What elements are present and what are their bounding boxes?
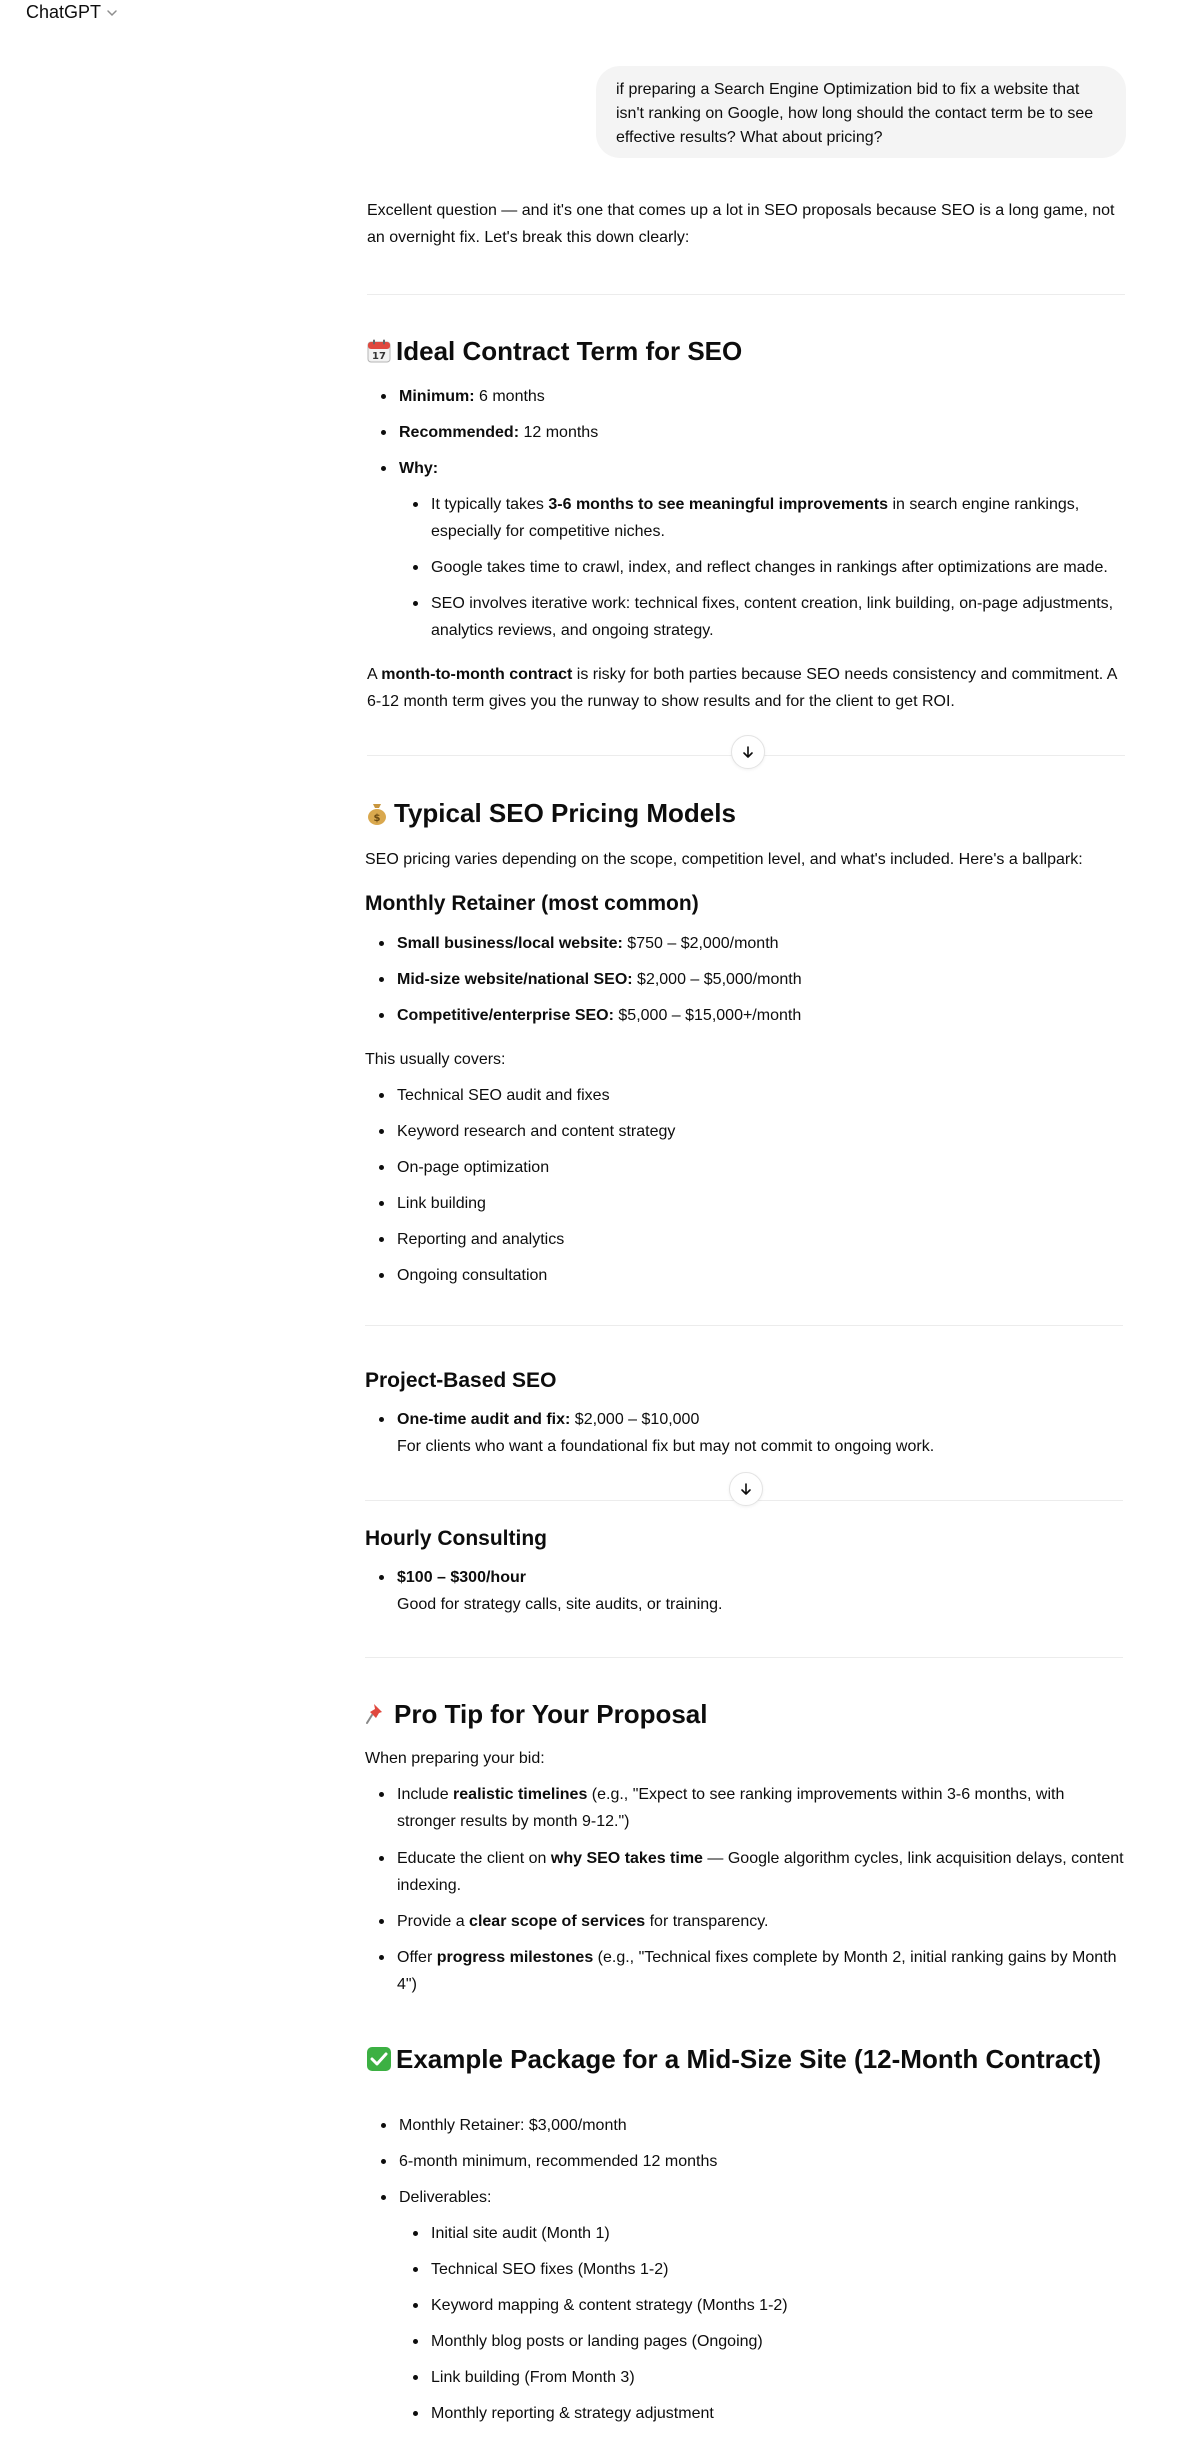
check-mark-icon [366, 2046, 392, 2072]
svg-text:$: $ [373, 813, 381, 824]
arrow-down-icon [738, 1481, 754, 1497]
arrow-down-icon [740, 744, 756, 760]
section-title: Example Package for a Mid-Size Site (12-Month Contract) [396, 2044, 1102, 2074]
list-item: Reporting and analytics [397, 1226, 564, 1253]
list-item: Link building (From Month 3) [431, 2364, 635, 2391]
list-item: Recommended: 12 months [399, 419, 598, 446]
scroll-down-button[interactable] [729, 1472, 763, 1506]
divider [367, 294, 1125, 295]
divider [365, 1325, 1123, 1326]
section-title: Ideal Contract Term for SEO [396, 336, 743, 366]
money-bag-icon [364, 800, 390, 826]
section-heading-pricing [364, 796, 736, 830]
section-heading-protip [364, 1697, 708, 1731]
list-item: Offer progress milestones (e.g., "Technical fixes complete by Month 2, initial ranking gains by Month 4") [397, 1944, 1137, 1998]
pricing-intro: SEO pricing varies depending on the scope, competition level, and what's included. Here's a ballpark: [365, 851, 1083, 868]
list-item: Provide a clear scope of services for transparency. [397, 1908, 1137, 1935]
hourly-heading: Hourly Consulting [365, 1527, 547, 1550]
list-item: Why: [399, 455, 438, 482]
svg-text:17: 17 [372, 351, 386, 362]
model-selector[interactable] [26, 2, 119, 23]
list-item: Monthly reporting & strategy adjustment [431, 2400, 714, 2427]
list-item: $100 – $300/hour Good for strategy calls, site audits, or training. [397, 1564, 1117, 1618]
list-item: Monthly blog posts or landing pages (Ongoing) [431, 2328, 763, 2355]
scroll-down-button[interactable] [731, 735, 765, 769]
pushpin-icon [364, 1701, 390, 1727]
list-item: Keyword research and content strategy [397, 1118, 675, 1145]
section-title: Typical SEO Pricing Models [394, 798, 736, 828]
calendar-icon [366, 338, 392, 364]
list-item: Small business/local website: $750 – $2,000/month [397, 930, 779, 957]
list-item: Monthly Retainer: $3,000/month [399, 2112, 627, 2139]
divider [365, 1657, 1123, 1658]
assistant-intro: Excellent question — and it's one that comes up a lot in SEO proposals because SEO is a long game, not an overnight fix. Let's break this down clearly: [367, 202, 1115, 246]
contract-note: A month-to-month contract is risky for both parties because SEO needs consistency and commitment. A 6-12 month term gives you the runway to show results and for the client to get ROI. [367, 666, 1118, 710]
list-item: Google takes time to crawl, index, and reflect changes in rankings after optimizations are made. [431, 554, 1151, 581]
list-item: It typically takes 3-6 months to see meaningful improvements in search engine rankings, especially for competitive niches. [431, 491, 1131, 545]
section-title: Pro Tip for Your Proposal [394, 1699, 708, 1729]
model-name: ChatGPT [26, 2, 102, 22]
list-item: Initial site audit (Month 1) [431, 2220, 610, 2247]
list-item: Link building [397, 1190, 486, 1217]
list-item: Technical SEO fixes (Months 1-2) [431, 2256, 668, 2283]
section-heading-example [366, 2042, 1101, 2076]
list-item: Minimum: 6 months [399, 383, 545, 410]
covers-label: This usually covers: [365, 1051, 506, 1068]
list-item: One-time audit and fix: $2,000 – $10,000 For clients who want a foundational fix but may not commit to ongoing work. [397, 1406, 1117, 1460]
list-item: Mid-size website/national SEO: $2,000 – $5,000/month [397, 966, 802, 993]
list-item: Competitive/enterprise SEO: $5,000 – $15,000+/month [397, 1002, 801, 1029]
retainer-heading: Monthly Retainer (most common) [365, 892, 699, 915]
list-item: Educate the client on why SEO takes time — Google algorithm cycles, link acquisition delays, content indexing. [397, 1845, 1137, 1899]
chevron-down-icon [105, 6, 119, 20]
list-item: On-page optimization [397, 1154, 549, 1181]
list-item: SEO involves iterative work: technical fixes, content creation, link building, on-page adjustments, analytics reviews, and ongoing strategy. [431, 590, 1151, 644]
user-message: if preparing a Search Engine Optimization bid to fix a website that isn't ranking on Google, how long should the contact term be to see effective results? What about pricing? [596, 66, 1126, 158]
project-heading: Project-Based SEO [365, 1369, 557, 1392]
list-item: 6-month minimum, recommended 12 months [399, 2148, 717, 2175]
list-item: Ongoing consultation [397, 1262, 547, 1289]
protip-intro: When preparing your bid: [365, 1750, 545, 1767]
top-bar [0, 0, 1181, 30]
list-item: Include realistic timelines (e.g., "Expect to see ranking improvements within 3-6 months, with stronger results by month 9-12.") [397, 1781, 1137, 1835]
section-heading-contract [366, 334, 742, 368]
list-item: Technical SEO audit and fixes [397, 1082, 610, 1109]
list-item: Deliverables: [399, 2184, 491, 2211]
list-item: Keyword mapping & content strategy (Months 1-2) [431, 2292, 788, 2319]
